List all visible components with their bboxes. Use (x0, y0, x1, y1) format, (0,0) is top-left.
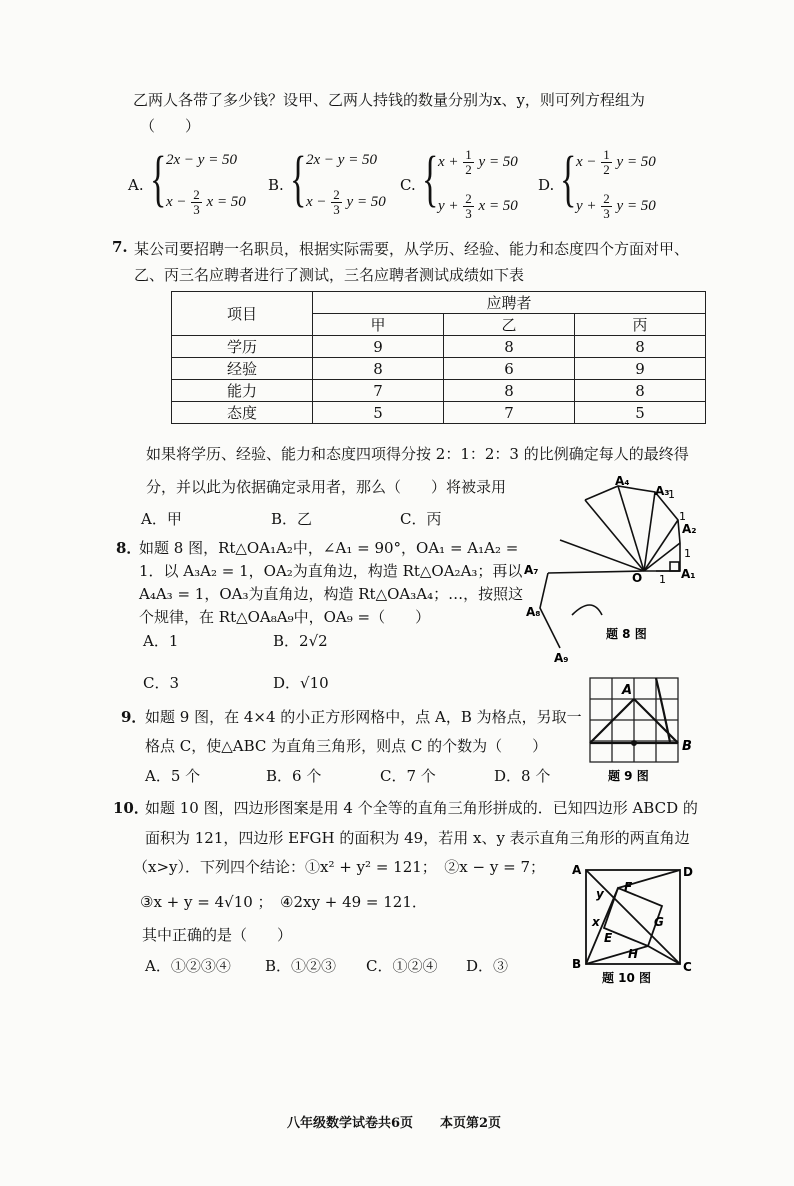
q8-option-a: A．1 (143, 632, 179, 650)
q9-line1: 如题 9 图，在 4×4 的小正方形网格中，点 A，B 为格点，另取一 (145, 708, 582, 726)
q9-figure (580, 672, 700, 784)
q7-option-a: A．甲 (141, 510, 182, 528)
q6-option-c-eq1-pre: x + (438, 153, 459, 170)
q6-option-d-eq2-num: 2 (603, 191, 610, 206)
q7-option-b: B．乙 (271, 510, 313, 528)
q8-figure (520, 470, 720, 670)
table-cell: 8 (575, 380, 706, 402)
q7-after-line1: 如果将学历、经验、能力和态度四项得分按 2：1：2：3 的比例确定每人的最终得 (146, 445, 689, 463)
q10-label-a: A (572, 863, 582, 877)
q6-option-d-eq2 (576, 192, 656, 221)
table-row (172, 336, 706, 358)
table-row (172, 402, 706, 424)
q6-option-d-letter: D. (538, 176, 555, 194)
q8-ray-oa4 (644, 492, 655, 571)
q8-label-1-right: 1 (684, 547, 691, 560)
q6-option-c-eq1-num: 1 (465, 147, 472, 162)
q6-option-c-brace: { (422, 145, 439, 213)
q10-label-y: y (596, 887, 604, 901)
q8-label-a2: A₂ (682, 522, 697, 536)
table-cell: 8 (444, 336, 575, 358)
q9-grid-point (631, 740, 637, 746)
q10-label-e: E (604, 931, 613, 945)
table-group-header: 应聘者 (313, 292, 706, 314)
q8-label-1-bottom: 1 (659, 573, 666, 586)
q8-line1: 如题 8 图，Rt△OA₁A₂中，∠A₁ = 90°，OA₁ = A₁A₂ = (139, 539, 519, 557)
q6-option-b-eq1: 2x − y = 50 (306, 152, 378, 168)
q8-figure-caption: 题 8 图 (606, 627, 647, 641)
q9-option-b: B．6 个 (266, 767, 322, 785)
table-cell: 8 (575, 336, 706, 358)
q6-option-a-eq1: 2x − y = 50 (166, 152, 238, 168)
table-cell: 9 (575, 358, 706, 380)
table-row-label: 能力 (172, 380, 313, 402)
q10-figure (566, 858, 706, 988)
q10-label-f: F (624, 880, 633, 894)
table-cell: 8 (444, 380, 575, 402)
q6-option-d-eq2-post: y = 50 (616, 197, 656, 214)
q6-blank: （ ） (140, 117, 201, 135)
q6-option-c-eq1-post: y = 50 (478, 153, 518, 170)
q6-option-a-eq2-pre: x − (166, 193, 187, 210)
q8-label-a3: A₃ (655, 484, 670, 498)
q6-option-d-eq1 (576, 148, 656, 177)
q8-label-1-top: 1 (668, 488, 675, 501)
q6-option-c-eq2-den: 3 (465, 206, 472, 221)
q8-ray-oa2 (644, 543, 680, 571)
q10-label-h: H (628, 947, 639, 961)
q9-option-c: C．7 个 (380, 767, 436, 785)
q10-label-d: D (683, 865, 693, 879)
q8-label-a4: A₄ (615, 474, 630, 488)
q9-option-a: A．5 个 (145, 767, 201, 785)
q6-option-b-brace: { (290, 145, 307, 213)
q6-option-d-eq1-post: y = 50 (616, 153, 656, 170)
q10-option-a: A．①②③④ (145, 957, 231, 975)
q8-label-a7: A₇ (524, 563, 539, 577)
q6-option-a-eq2-den: 3 (193, 202, 200, 217)
q8-label-o: O (632, 571, 643, 585)
q10-option-c: C．①②④ (366, 957, 438, 975)
q6-option-a-letter: A. (128, 176, 144, 194)
q8-line2: 1．以 A₃A₂ = 1，OA₂为直角边，构造 Rt△OA₂A₃；再以 (139, 562, 523, 580)
q10-line1: 如题 10 图，四边形图案是用 4 个全等的直角三角形拼成的．已知四边形 ABCD 的 (145, 799, 698, 817)
q7-after-line2: 分，并以此为依据确定录用者，那么（ ）将被录用 (146, 478, 507, 496)
q6-option-c-eq1 (438, 148, 518, 177)
q6-option-c-eq2-post: x = 50 (478, 197, 518, 214)
q6-option-c-letter: C. (400, 176, 416, 194)
q6-intro: 乙两人各带了多少钱？设甲、乙两人持钱的数量分别为x、y，则可列方程组为 (133, 91, 645, 109)
q6-option-c-eq2-pre: y + (438, 197, 459, 214)
table-col-header: 甲 (313, 314, 444, 336)
table-col-header: 丙 (575, 314, 706, 336)
q10-line2: 面积为 121，四边形 EFGH 的面积为 49，若用 x、y 表示直角三角形的两直角边 (145, 829, 690, 847)
q6-option-a-eq2-post: x = 50 (206, 193, 246, 210)
q10-line3: （x>y）．下列四个结论：①x² + y² = 121； ②x − y = 7； (133, 858, 545, 876)
q6-option-b-eq2-num: 2 (333, 187, 340, 202)
table-corner-cell: 项目 (172, 292, 313, 336)
q8-number: 8． (116, 539, 142, 557)
q8-arc (572, 605, 602, 615)
q7-score-table (171, 291, 706, 424)
q8-option-b: B．2√2 (273, 632, 328, 650)
table-row-label: 学历 (172, 336, 313, 358)
q9-option-d: D．8 个 (494, 767, 551, 785)
q7-option-c: C．丙 (400, 510, 442, 528)
q9-label-a: A (622, 683, 633, 698)
q9-line2: 格点 C，使△ABC 为直角三角形，则点 C 的个数为（ ） (145, 737, 548, 755)
q6-option-d-eq1-num: 1 (603, 147, 610, 162)
table-col-header: 乙 (444, 314, 575, 336)
table-row-label: 态度 (172, 402, 313, 424)
table-cell: 6 (444, 358, 575, 380)
q7-line2: 乙、丙三名应聘者进行了测试，三名应聘者测试成绩如下表 (134, 266, 525, 284)
q6-option-b-eq2-pre: x − (306, 193, 327, 210)
q8-label-a8: A₈ (526, 605, 541, 619)
q10-label-c: C (683, 960, 692, 974)
q8-ray-oa3 (644, 520, 678, 571)
q8-ray-oa8 (548, 571, 644, 573)
q6-option-c-eq2 (438, 192, 518, 221)
q6-option-d-eq1-pre: x − (576, 153, 597, 170)
q6-option-b-eq2-post: y = 50 (346, 193, 386, 210)
q8-ray-oa5 (618, 486, 644, 571)
q10-figure-caption: 题 10 图 (602, 971, 652, 985)
q10-option-d: D．③ (466, 957, 509, 975)
footer-page-number: 本页第2页 (440, 1116, 502, 1131)
table-row (172, 358, 706, 380)
q10-triangle-side-4 (586, 946, 648, 964)
table-cell: 7 (444, 402, 575, 424)
q8-right-angle-mark (670, 562, 679, 571)
q6-option-d-brace: { (560, 145, 577, 213)
q10-label-g: G (654, 915, 664, 929)
q6-option-d-eq2-den: 3 (603, 206, 610, 221)
q6-option-a-eq2 (166, 188, 246, 217)
table-cell: 5 (575, 402, 706, 424)
q10-label-x: x (592, 915, 600, 929)
q6-option-d-eq1-den: 2 (603, 162, 610, 177)
q8-option-c: C．3 (143, 674, 180, 692)
q9-figure-caption: 题 9 图 (608, 769, 649, 783)
q8-spiral-lower (540, 573, 560, 648)
q10-label-b: B (572, 957, 582, 971)
q9-sketch-curve (656, 678, 670, 742)
q6-option-c-eq1-den: 2 (465, 162, 472, 177)
q6-option-a-eq2-num: 2 (193, 187, 200, 202)
q6-option-b-letter: B. (268, 176, 284, 194)
q8-label-1-upper: 1 (679, 510, 686, 523)
q9-number: 9． (121, 708, 147, 726)
q6-option-b-eq2 (306, 188, 386, 217)
q8-label-a1: A₁ (681, 567, 696, 581)
q10-option-b: B．①②③ (265, 957, 337, 975)
q10-number: 10． (113, 799, 149, 817)
table-cell: 9 (313, 336, 444, 358)
q8-label-a9: A₉ (554, 651, 569, 665)
table-cell: 8 (313, 358, 444, 380)
table-row-label: 经验 (172, 358, 313, 380)
q6-option-c-eq2-num: 2 (465, 191, 472, 206)
q7-number: 7. (112, 238, 128, 256)
q6-option-d-eq2-pre: y + (576, 197, 597, 214)
footer-total-pages: 八年级数学试卷共6页 (287, 1116, 414, 1131)
table-cell: 7 (313, 380, 444, 402)
q9-label-b: B (682, 739, 692, 754)
q6-option-a-brace: { (150, 145, 167, 213)
q7-line1: 某公司要招聘一名职员，根据实际需要，从学历、经验、能力和态度四个方面对甲、 (134, 240, 690, 258)
q10-line4: ③x + y = 4√10 ； ④2xy + 49 = 121． (140, 893, 427, 911)
q8-line3: A₄A₃ = 1，OA₃为直角边，构造 Rt△OA₃A₄；…，按照这 (139, 585, 524, 603)
table-cell: 5 (313, 402, 444, 424)
table-row (172, 380, 706, 402)
q8-option-d: D．√10 (273, 674, 329, 692)
q10-line5: 其中正确的是（ ） (142, 926, 293, 944)
q6-option-b-eq2-den: 3 (333, 202, 340, 217)
q8-line4: 个规律，在 Rt△OA₈A₉中，OA₉ =（ ） (139, 608, 431, 626)
